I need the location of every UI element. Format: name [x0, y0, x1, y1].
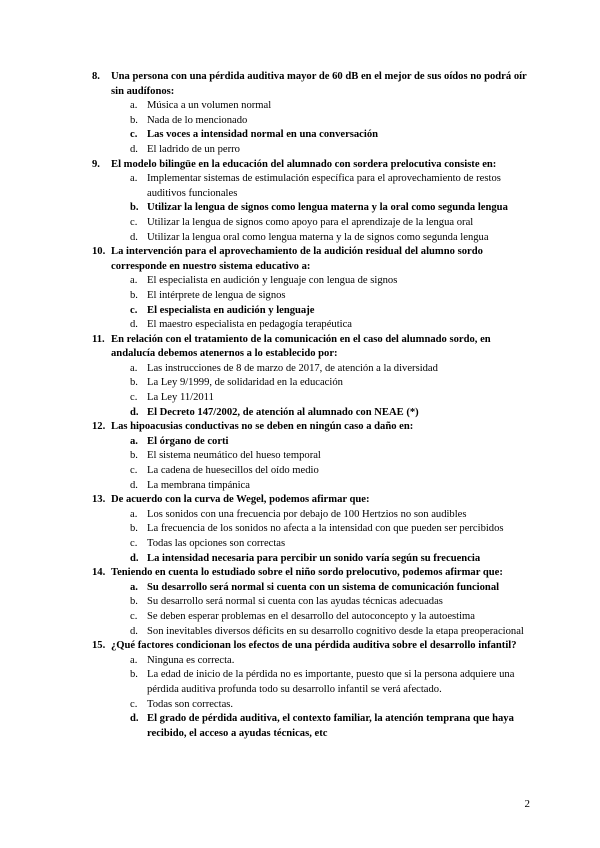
option-letter: c.: [130, 129, 138, 141]
option-text: La Ley 9/1999, de solidaridad en la educación: [147, 377, 343, 389]
option-letter: b.: [130, 450, 138, 462]
option-item: [130, 216, 532, 231]
option-item-correct: [130, 581, 532, 596]
option-text: La membrana timpánica: [147, 479, 250, 491]
question-number: 10.: [92, 246, 106, 258]
question-item: [92, 70, 532, 158]
option-text: La cadena de huesecillos del oído medio: [147, 465, 319, 477]
option-letter: c.: [130, 392, 138, 404]
option-item: [130, 289, 532, 304]
option-text: Las voces a intensidad normal en una conversación: [147, 129, 379, 141]
option-item: [130, 114, 532, 129]
option-letter: a.: [130, 581, 138, 593]
option-item: [130, 479, 532, 494]
option-letter: c.: [130, 216, 138, 228]
option-item: [130, 274, 532, 289]
option-letter: d.: [130, 552, 139, 564]
option-list: [130, 581, 532, 639]
option-text: La intensidad necesaria para percibir un sonido varía según su frecuencia: [147, 552, 481, 564]
option-letter: d.: [130, 319, 138, 331]
option-letter: d.: [130, 713, 139, 725]
option-letter: c.: [130, 538, 138, 549]
question-text: Una persona con una pérdida auditiva mayor de 60 dB en el mejor de sus oídos no podrá oír sin audífonos:: [111, 71, 527, 97]
question-number: 13.: [92, 494, 106, 506]
option-list: [130, 99, 532, 157]
option-letter: c.: [130, 610, 138, 622]
question-text: El modelo bilingüe en la educación del alumnado con sordera prelocutiva consiste en:: [111, 158, 497, 170]
question-item: [92, 493, 532, 566]
option-item: [130, 595, 532, 610]
option-item: [130, 99, 532, 114]
option-letter: d.: [130, 479, 138, 491]
question-list: [92, 70, 532, 741]
option-letter: a.: [130, 362, 138, 374]
option-item: [130, 654, 532, 669]
option-item: [130, 625, 532, 640]
question-heading: [92, 158, 532, 173]
question-item: [92, 420, 532, 493]
option-text: El Decreto 147/2002, de atención al alumnado con NEAE (*): [147, 406, 419, 418]
question-item: [92, 566, 532, 639]
option-item-correct: [130, 712, 532, 741]
question-heading: [92, 333, 532, 362]
question-number: 12.: [92, 421, 106, 433]
option-text: Su desarrollo será normal si cuenta con las ayudas técnicas adecuadas: [147, 596, 443, 608]
option-letter: d.: [130, 625, 138, 637]
question-number: 9.: [92, 158, 100, 170]
option-item: [130, 143, 532, 158]
option-item: [130, 508, 532, 523]
option-text: El órgano de corti: [147, 435, 229, 447]
option-letter: a.: [130, 435, 138, 447]
option-item: [130, 449, 532, 464]
option-text: El sistema neumático del hueso temporal: [147, 450, 321, 462]
question-number: 11.: [92, 333, 105, 345]
option-item: [130, 376, 532, 391]
option-letter: d.: [130, 231, 138, 243]
option-text: El intérprete de lengua de signos: [147, 289, 286, 301]
option-letter: c.: [130, 465, 138, 477]
option-item: [130, 362, 532, 377]
option-text: La edad de inicio de la pérdida no es importante, puesto que si la persona adquiere una pérdida auditiva profunda todo su desarrollo infantil se verá afectado.: [147, 669, 515, 695]
option-item-correct: [130, 406, 532, 421]
option-text: Nada de lo mencionado: [147, 114, 248, 126]
option-list: [130, 172, 532, 245]
option-letter: b.: [130, 523, 138, 535]
question-item: [92, 333, 532, 421]
option-letter: c.: [130, 698, 138, 710]
option-letter: d.: [130, 406, 139, 418]
option-text: Las instrucciones de 8 de marzo de 2017, de atención a la diversidad: [147, 362, 438, 374]
question-heading: [92, 566, 532, 581]
option-text: Utilizar la lengua oral como lengua materna y la de signos como segunda lengua: [147, 231, 489, 243]
option-item: [130, 231, 532, 246]
option-letter: b.: [130, 202, 139, 214]
option-text: El grado de pérdida auditiva, el contexto familiar, la atención temprana que haya recibido, el acceso a ayudas técnicas, etc: [147, 713, 514, 739]
option-letter: b.: [130, 669, 138, 681]
option-text: Todas las opciones son correctas: [147, 538, 286, 549]
option-item-correct: [130, 552, 532, 567]
option-item-correct: [130, 201, 532, 216]
option-item: [130, 318, 532, 333]
option-item: [130, 668, 532, 697]
option-item: [130, 522, 532, 537]
question-number: 8.: [92, 71, 100, 82]
option-letter: c.: [130, 304, 138, 316]
question-text: En relación con el tratamiento de la comunicación en el caso del alumnado sordo, en andalucía debemos atenernos a lo establecido por:: [111, 333, 491, 360]
option-item: [130, 610, 532, 625]
option-letter: a.: [130, 508, 138, 520]
question-item: [92, 245, 532, 333]
option-letter: b.: [130, 596, 138, 608]
option-list: [130, 362, 532, 420]
question-heading: [92, 420, 532, 435]
option-item-correct: [130, 435, 532, 450]
option-text: El especialista en audición y lenguaje: [147, 304, 315, 316]
option-text: Los sonidos con una frecuencia por debajo de 100 Hertzios no son audibles: [147, 508, 467, 520]
option-item-correct: [130, 304, 532, 319]
option-letter: b.: [130, 114, 138, 126]
question-heading: [92, 639, 532, 654]
option-text: Su desarrollo será normal si cuenta con un sistema de comunicación funcional: [147, 581, 500, 593]
option-item: [130, 391, 532, 406]
option-letter: d.: [130, 143, 138, 155]
option-item: [130, 537, 532, 552]
question-heading: [92, 70, 532, 99]
question-text: Teniendo en cuenta lo estudiado sobre el niño sordo prelocutivo, podemos afirmar que:: [111, 567, 503, 579]
question-heading: [92, 493, 532, 508]
question-text: Las hipoacusias conductivas no se deben en ningún caso a daño en:: [111, 421, 414, 433]
question-number: 15.: [92, 640, 106, 652]
question-text: ¿Qué factores condicionan los efectos de una pérdida auditiva sobre el desarrollo infantil?: [111, 640, 517, 652]
option-text: Todas son correctas.: [147, 698, 234, 710]
option-letter: a.: [130, 275, 138, 287]
option-item: [130, 172, 532, 201]
question-item: [92, 158, 532, 246]
option-letter: a.: [130, 173, 138, 185]
option-item-correct: [130, 128, 532, 143]
page-number: 2: [524, 798, 530, 810]
option-text: Son inevitables diversos déficits en su desarrollo cognitivo desde la etapa preoperacional: [147, 625, 524, 637]
option-text: El especialista en audición y lenguaje con lengua de signos: [147, 275, 398, 287]
option-list: [130, 435, 532, 493]
option-item: [130, 464, 532, 479]
option-letter: a.: [130, 654, 138, 666]
option-list: [130, 508, 532, 566]
option-item: [130, 698, 532, 713]
question-text: De acuerdo con la curva de Wegel, podemos afirmar que:: [111, 494, 370, 506]
option-text: Se deben esperar problemas en el desarrollo del autoconcepto y la autoestima: [147, 610, 475, 622]
option-text: Música a un volumen normal: [147, 100, 272, 112]
option-text: Implementar sistemas de estimulación específica para el aprovechamiento de restos auditivos funcionales: [147, 173, 501, 199]
option-list: [130, 274, 532, 332]
question-number: 14.: [92, 567, 106, 579]
option-letter: a.: [130, 100, 138, 112]
option-text: Utilizar la lengua de signos como apoyo para el aprendizaje de la lengua oral: [147, 216, 474, 228]
option-list: [130, 654, 532, 742]
question-text: La intervención para el aprovechamiento de la audición residual del alumno sordo corresponde en nuestro sistema educativo a:: [111, 246, 483, 272]
option-text: Utilizar la lengua de signos como lengua materna y la oral como segunda lengua: [147, 202, 508, 214]
option-letter: b.: [130, 377, 138, 389]
option-text: El maestro especialista en pedagogía terapéutica: [147, 319, 353, 331]
option-letter: b.: [130, 289, 138, 301]
option-text: Ninguna es correcta.: [147, 654, 235, 666]
question-heading: [92, 245, 532, 274]
option-text: El ladrido de un perro: [147, 143, 240, 155]
option-text: La frecuencia de los sonidos no afecta a la intensidad con que pueden ser percibidos: [147, 523, 504, 535]
question-item: [92, 639, 532, 741]
option-text: La Ley 11/2011: [147, 392, 214, 404]
